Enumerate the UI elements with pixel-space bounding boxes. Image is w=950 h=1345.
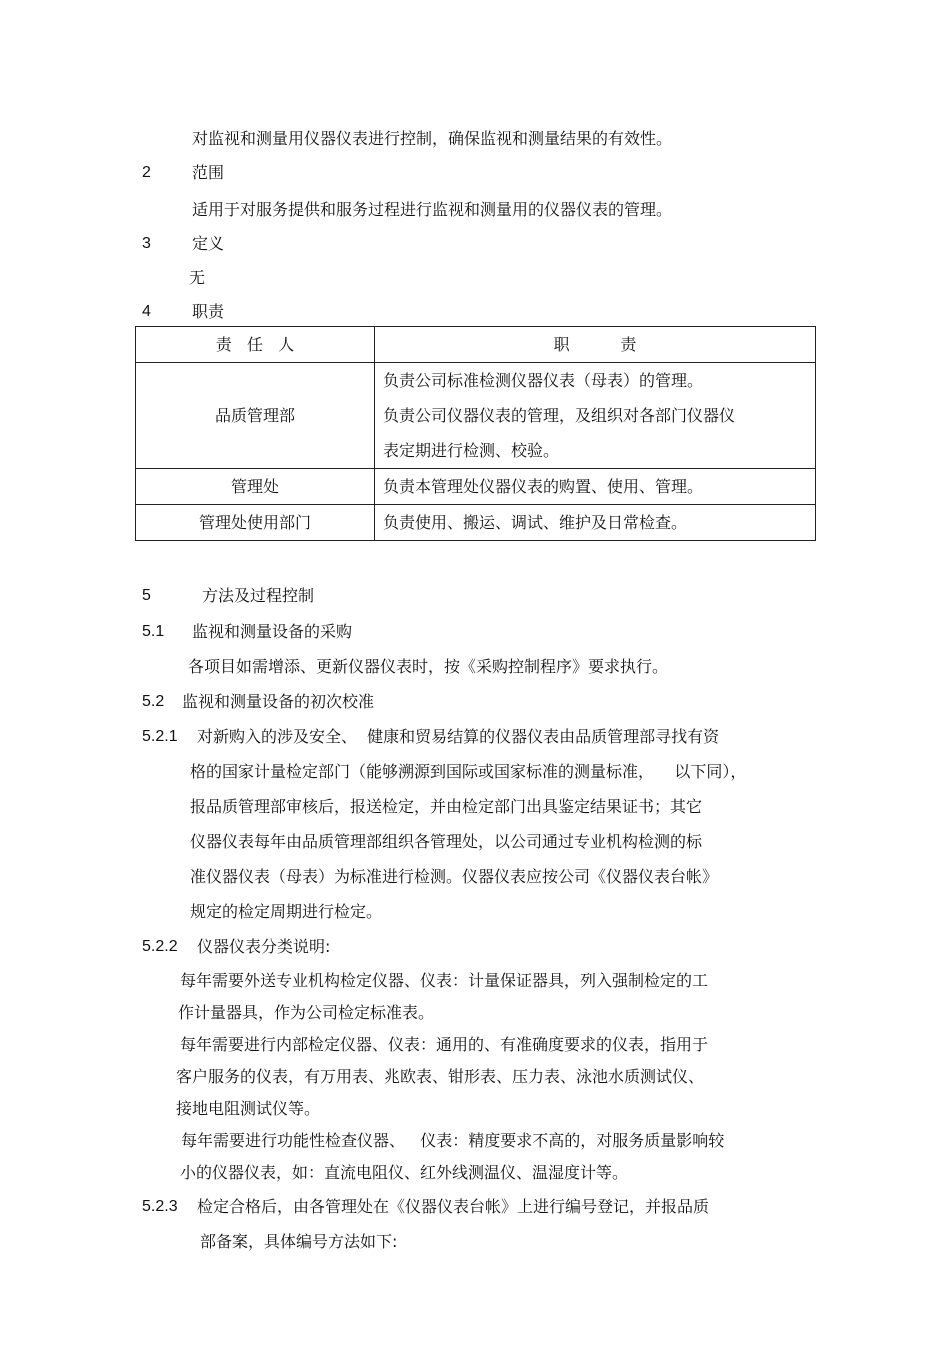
- paragraph-line: 报品质管理部审核后，报送检定，并由检定部门出具鉴定结果证书；其它: [190, 797, 703, 816]
- section-4-number: 4: [142, 303, 151, 320]
- section-5-2-2-title: 仪器仪表分类说明:: [197, 937, 331, 956]
- section-4-title: 职责: [192, 302, 225, 321]
- paragraph-line: 每年需要外送专业机构检定仪器、仪表：计量保证器具，列入强制检定的工: [180, 971, 709, 990]
- row-duties: [375, 363, 816, 469]
- responsibility-table: [135, 326, 816, 541]
- paragraph-line: 格的国家计量检定部门（能够溯源到国际或国家标准的测量标准， 以下同），: [190, 762, 747, 781]
- paragraph-line: 接地电阻测试仪等。: [176, 1099, 321, 1118]
- section-5-title: 方法及过程控制: [202, 586, 315, 605]
- paragraph-line: 准仪器仪表（母表）为标准进行检测。仪器仪表应按公司《仪器仪表台帐》: [190, 867, 719, 886]
- table-row: [136, 363, 816, 469]
- duty-line: 负责使用、搬运、调试、维护及日常检查。: [383, 512, 688, 532]
- duty-line: 表定期进行检测、校验。: [383, 441, 560, 460]
- paragraph-line: 部备案，具体编号方法如下:: [200, 1232, 398, 1251]
- table-header-row: [136, 327, 816, 363]
- duty-line: 负责公司仪器仪表的管理，及组织对各部门仪器仪: [383, 406, 736, 425]
- table-row: [136, 469, 816, 505]
- duty-line: 负责公司标准检测仪器仪表（母表）的管理。: [383, 371, 704, 390]
- table-row: [136, 505, 816, 541]
- paragraph-line: 客户服务的仪表，有万用表、兆欧表、钳形表、压力表、泳池水质测试仪、: [176, 1067, 705, 1086]
- paragraph-line: 对新购入的涉及安全、 健康和贸易结算的仪器仪表由品质管理部寻找有资: [197, 727, 720, 746]
- row-duties: [375, 505, 816, 541]
- section-2-number: 2: [142, 164, 151, 181]
- section-5-2-2-number: 5.2.2: [142, 938, 178, 955]
- section-5-1-number: 5.1: [142, 623, 165, 640]
- paragraph-line: 仪器仪表每年由品质管理部组织各管理处，以公司通过专业机构检测的标: [190, 832, 703, 851]
- section-5-2-3-number: 5.2.3: [142, 1198, 178, 1215]
- duty-line: 负责本管理处仪器仪表的购置、使用、管理。: [383, 476, 704, 496]
- header-responsible-party: 责 任 人: [136, 327, 375, 363]
- paragraph-line: 每年需要进行功能性检查仪器、 仪表：精度要求不高的，对服务质量影响较: [181, 1131, 725, 1150]
- section-5-2-title: 监视和测量设备的初次校准: [182, 692, 375, 711]
- paragraph-line: 检定合格后，由各管理处在《仪器仪表台帐》上进行编号登记，并报品质: [197, 1197, 710, 1216]
- row-party: 管理处: [136, 469, 375, 505]
- section-5-2-number: 5.2: [142, 693, 165, 710]
- section-5-1-body: 各项目如需增添、更新仪器仪表时，按《采购控制程序》要求执行。: [188, 657, 669, 676]
- paragraph-line: 每年需要进行内部检定仪器、仪表：通用的、有准确度要求的仪表，指用于: [180, 1035, 709, 1054]
- purpose-text: 对监视和测量用仪器仪表进行控制，确保监视和测量结果的有效性。: [192, 129, 673, 148]
- paragraph-line: 规定的检定周期进行检定。: [190, 902, 383, 921]
- section-5-1-title: 监视和测量设备的采购: [192, 622, 353, 641]
- header-duties: 职 责: [375, 327, 816, 363]
- section-5-number: 5: [142, 587, 151, 604]
- row-duties: [375, 469, 816, 505]
- section-3-body: 无: [189, 268, 206, 287]
- row-party: 管理处使用部门: [136, 505, 375, 541]
- row-party: 品质管理部: [136, 363, 375, 469]
- section-2-title: 范围: [192, 163, 225, 182]
- paragraph-line: 作计量器具，作为公司检定标准表。: [178, 1003, 435, 1022]
- paragraph-line: 小的仪器仪表，如：直流电阻仪、红外线测温仪、温湿度计等。: [180, 1163, 629, 1182]
- section-3-title: 定义: [192, 234, 225, 253]
- section-3-number: 3: [142, 235, 151, 252]
- section-2-body: 适用于对服务提供和服务过程进行监视和测量用的仪器仪表的管理。: [192, 200, 673, 219]
- section-5-2-1-number: 5.2.1: [142, 728, 178, 745]
